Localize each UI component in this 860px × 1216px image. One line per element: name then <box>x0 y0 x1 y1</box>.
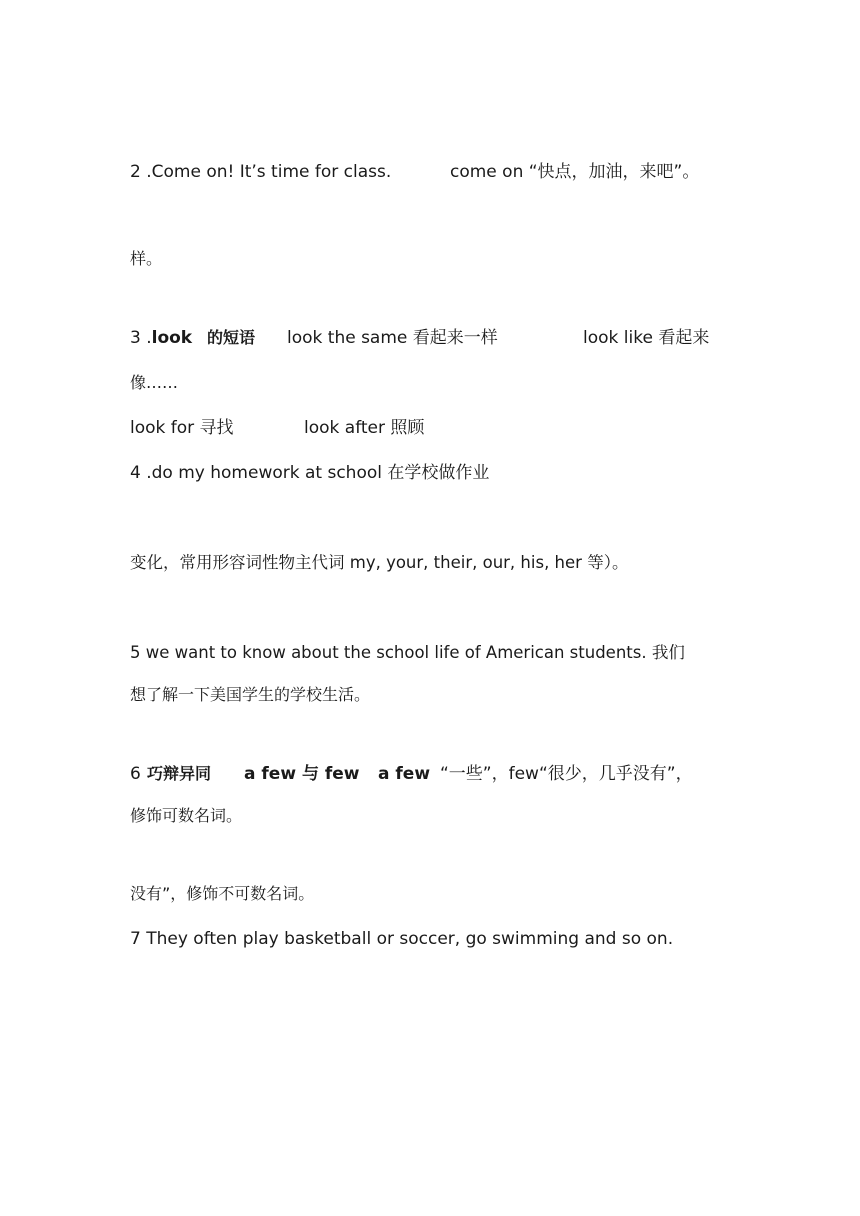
item-6-number: 6 <box>130 764 141 784</box>
item-4-sentence: 4 .do my homework at school 在学校做作业 <box>130 463 490 483</box>
text-line-15 <box>130 805 730 827</box>
text-line-10 <box>130 552 730 574</box>
item-2-sentence: 2 .Come on! It’s time for class. <box>130 162 392 182</box>
item-6-term-a-few: a few <box>378 764 431 784</box>
item-6-countable: 修饰可数名词。 <box>130 806 243 825</box>
text-line-8 <box>130 462 730 484</box>
item-4-note-end: 变化，常用形容词性物主代词 my, your, their, our, his, her 等）。 <box>130 553 629 572</box>
text-line-17 <box>130 883 730 905</box>
item-2-explanation-end: 样。 <box>130 249 163 268</box>
item-3-look-for: look for 寻找 <box>130 418 234 438</box>
text-line-5 <box>130 327 730 349</box>
item-3-look-like: look like 看起来 <box>583 328 710 348</box>
item-3-look: look <box>151 328 193 348</box>
item-6-title: 巧辩异同 <box>147 764 212 783</box>
item-6-uncountable: 没有”，修饰不可数名词。 <box>130 884 315 903</box>
item-5-sentence: 5 we want to know about the school life of American students. 我们 <box>130 643 685 662</box>
item-6-pair-few: a few 与 few <box>244 764 360 784</box>
item-2-come-on: come on “快点，加油，来吧”。 <box>450 162 700 182</box>
text-line-2 <box>130 161 730 183</box>
item-3-look-the-same: look the same 看起来一样 <box>287 328 498 348</box>
item-7-sentence: 7 They often play basketball or soccer, go swimming and so on. <box>130 929 674 949</box>
item-3-look-like-end: 像…… <box>130 373 179 392</box>
text-line-6 <box>130 372 730 394</box>
item-6-few-explanation: “一些”，few“很少，几乎没有”， <box>440 764 693 784</box>
item-3-label: 的短语 <box>207 328 256 347</box>
text-line-7 <box>130 417 730 439</box>
text-line-12 <box>130 684 730 706</box>
text-line-18 <box>130 928 730 950</box>
text-line-11 <box>130 642 730 664</box>
text-line-4 <box>130 248 730 270</box>
item-3-look-after: look after 照顾 <box>304 418 425 438</box>
text-line-14 <box>130 763 730 785</box>
item-3-number: 3 . <box>130 328 152 348</box>
item-5-translation: 想了解一下美国学生的学校生活。 <box>130 685 371 704</box>
